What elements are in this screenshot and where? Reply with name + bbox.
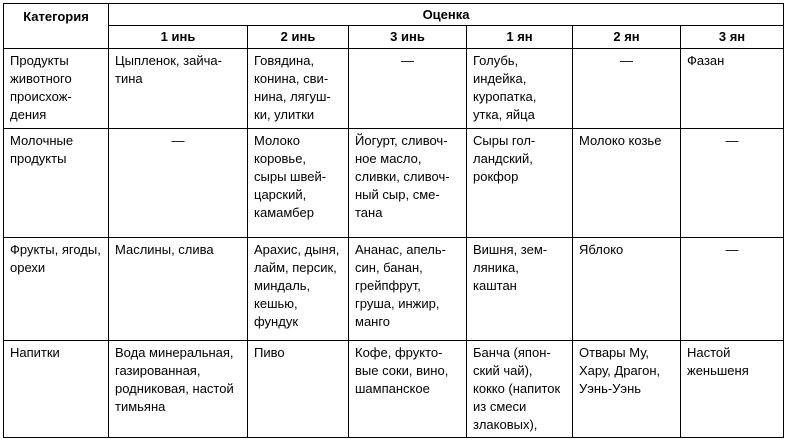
- column-header-2-yin: 2 инь: [248, 26, 349, 49]
- row-category-animal-products: Продукты животного происхождения: [4, 49, 109, 129]
- table-row-dairy-products: [4, 129, 784, 238]
- table-row-animal-products: [4, 49, 784, 129]
- table-cell: Фазан: [681, 49, 784, 129]
- table-cell: Голубь, индейка, куропатка, утка, яйца: [467, 49, 573, 129]
- header-row-columns: [4, 26, 784, 49]
- column-header-1-yin: 1 инь: [109, 26, 248, 49]
- table-cell: Кофе, фруктовые соки, вино, шампанское: [349, 341, 467, 438]
- table-cell: —: [109, 129, 248, 238]
- table-cell: Банча (японский чай), кокко (напиток из смеси злаковых),: [467, 341, 573, 438]
- table-cell: —: [349, 49, 467, 129]
- table-cell: Яблоко: [573, 238, 681, 341]
- header-row-top: [4, 4, 784, 26]
- table-row-beverages: [4, 341, 784, 438]
- table-cell: Йогурт, сливочное масло, сливки, сливочный сыр, сметана: [349, 129, 467, 238]
- score-header: Оценка: [109, 4, 784, 26]
- table-cell: Ананас, апельсин, банан, грейпфрут, груша, инжир, манго: [349, 238, 467, 341]
- table-cell: Цыпленок, зайчатина: [109, 49, 248, 129]
- table-cell: Арахис, дыня, лайм, персик, миндаль, кешью, фундук: [248, 238, 349, 341]
- column-header-3-yang: 3 ян: [681, 26, 784, 49]
- column-header-1-yang: 1 ян: [467, 26, 573, 49]
- table-cell: —: [573, 49, 681, 129]
- table-cell: Отвары Му, Хару, Драгон, Уэнь-Уэнь: [573, 341, 681, 438]
- table-cell: Сыры голландский, рокфор: [467, 129, 573, 238]
- food-rating-table: [3, 3, 784, 438]
- category-header: Категория: [4, 4, 109, 49]
- row-category-beverages: Напитки: [4, 341, 109, 438]
- column-header-3-yin: 3 инь: [349, 26, 467, 49]
- table-cell: Молоко козье: [573, 129, 681, 238]
- table-cell: Настой женьшеня: [681, 341, 784, 438]
- table-cell: —: [681, 238, 784, 341]
- table-row-fruits-berries-nuts: [4, 238, 784, 341]
- table-cell: —: [681, 129, 784, 238]
- column-header-2-yang: 2 ян: [573, 26, 681, 49]
- table-cell: Вишня, земляника, каштан: [467, 238, 573, 341]
- table-cell: Маслины, слива: [109, 238, 248, 341]
- row-category-dairy-products: Молочные продукты: [4, 129, 109, 238]
- row-category-fruits-berries-nuts: Фрукты, ягоды, орехи: [4, 238, 109, 341]
- table-cell: Молоко коровье, сыры швейцарский, камамбер: [248, 129, 349, 238]
- table-cell: Вода минеральная, газированная, родниковая, настой тимьяна: [109, 341, 248, 438]
- table-cell: Говядина, конина, свинина, лягушки, улитки: [248, 49, 349, 129]
- table-cell: Пиво: [248, 341, 349, 438]
